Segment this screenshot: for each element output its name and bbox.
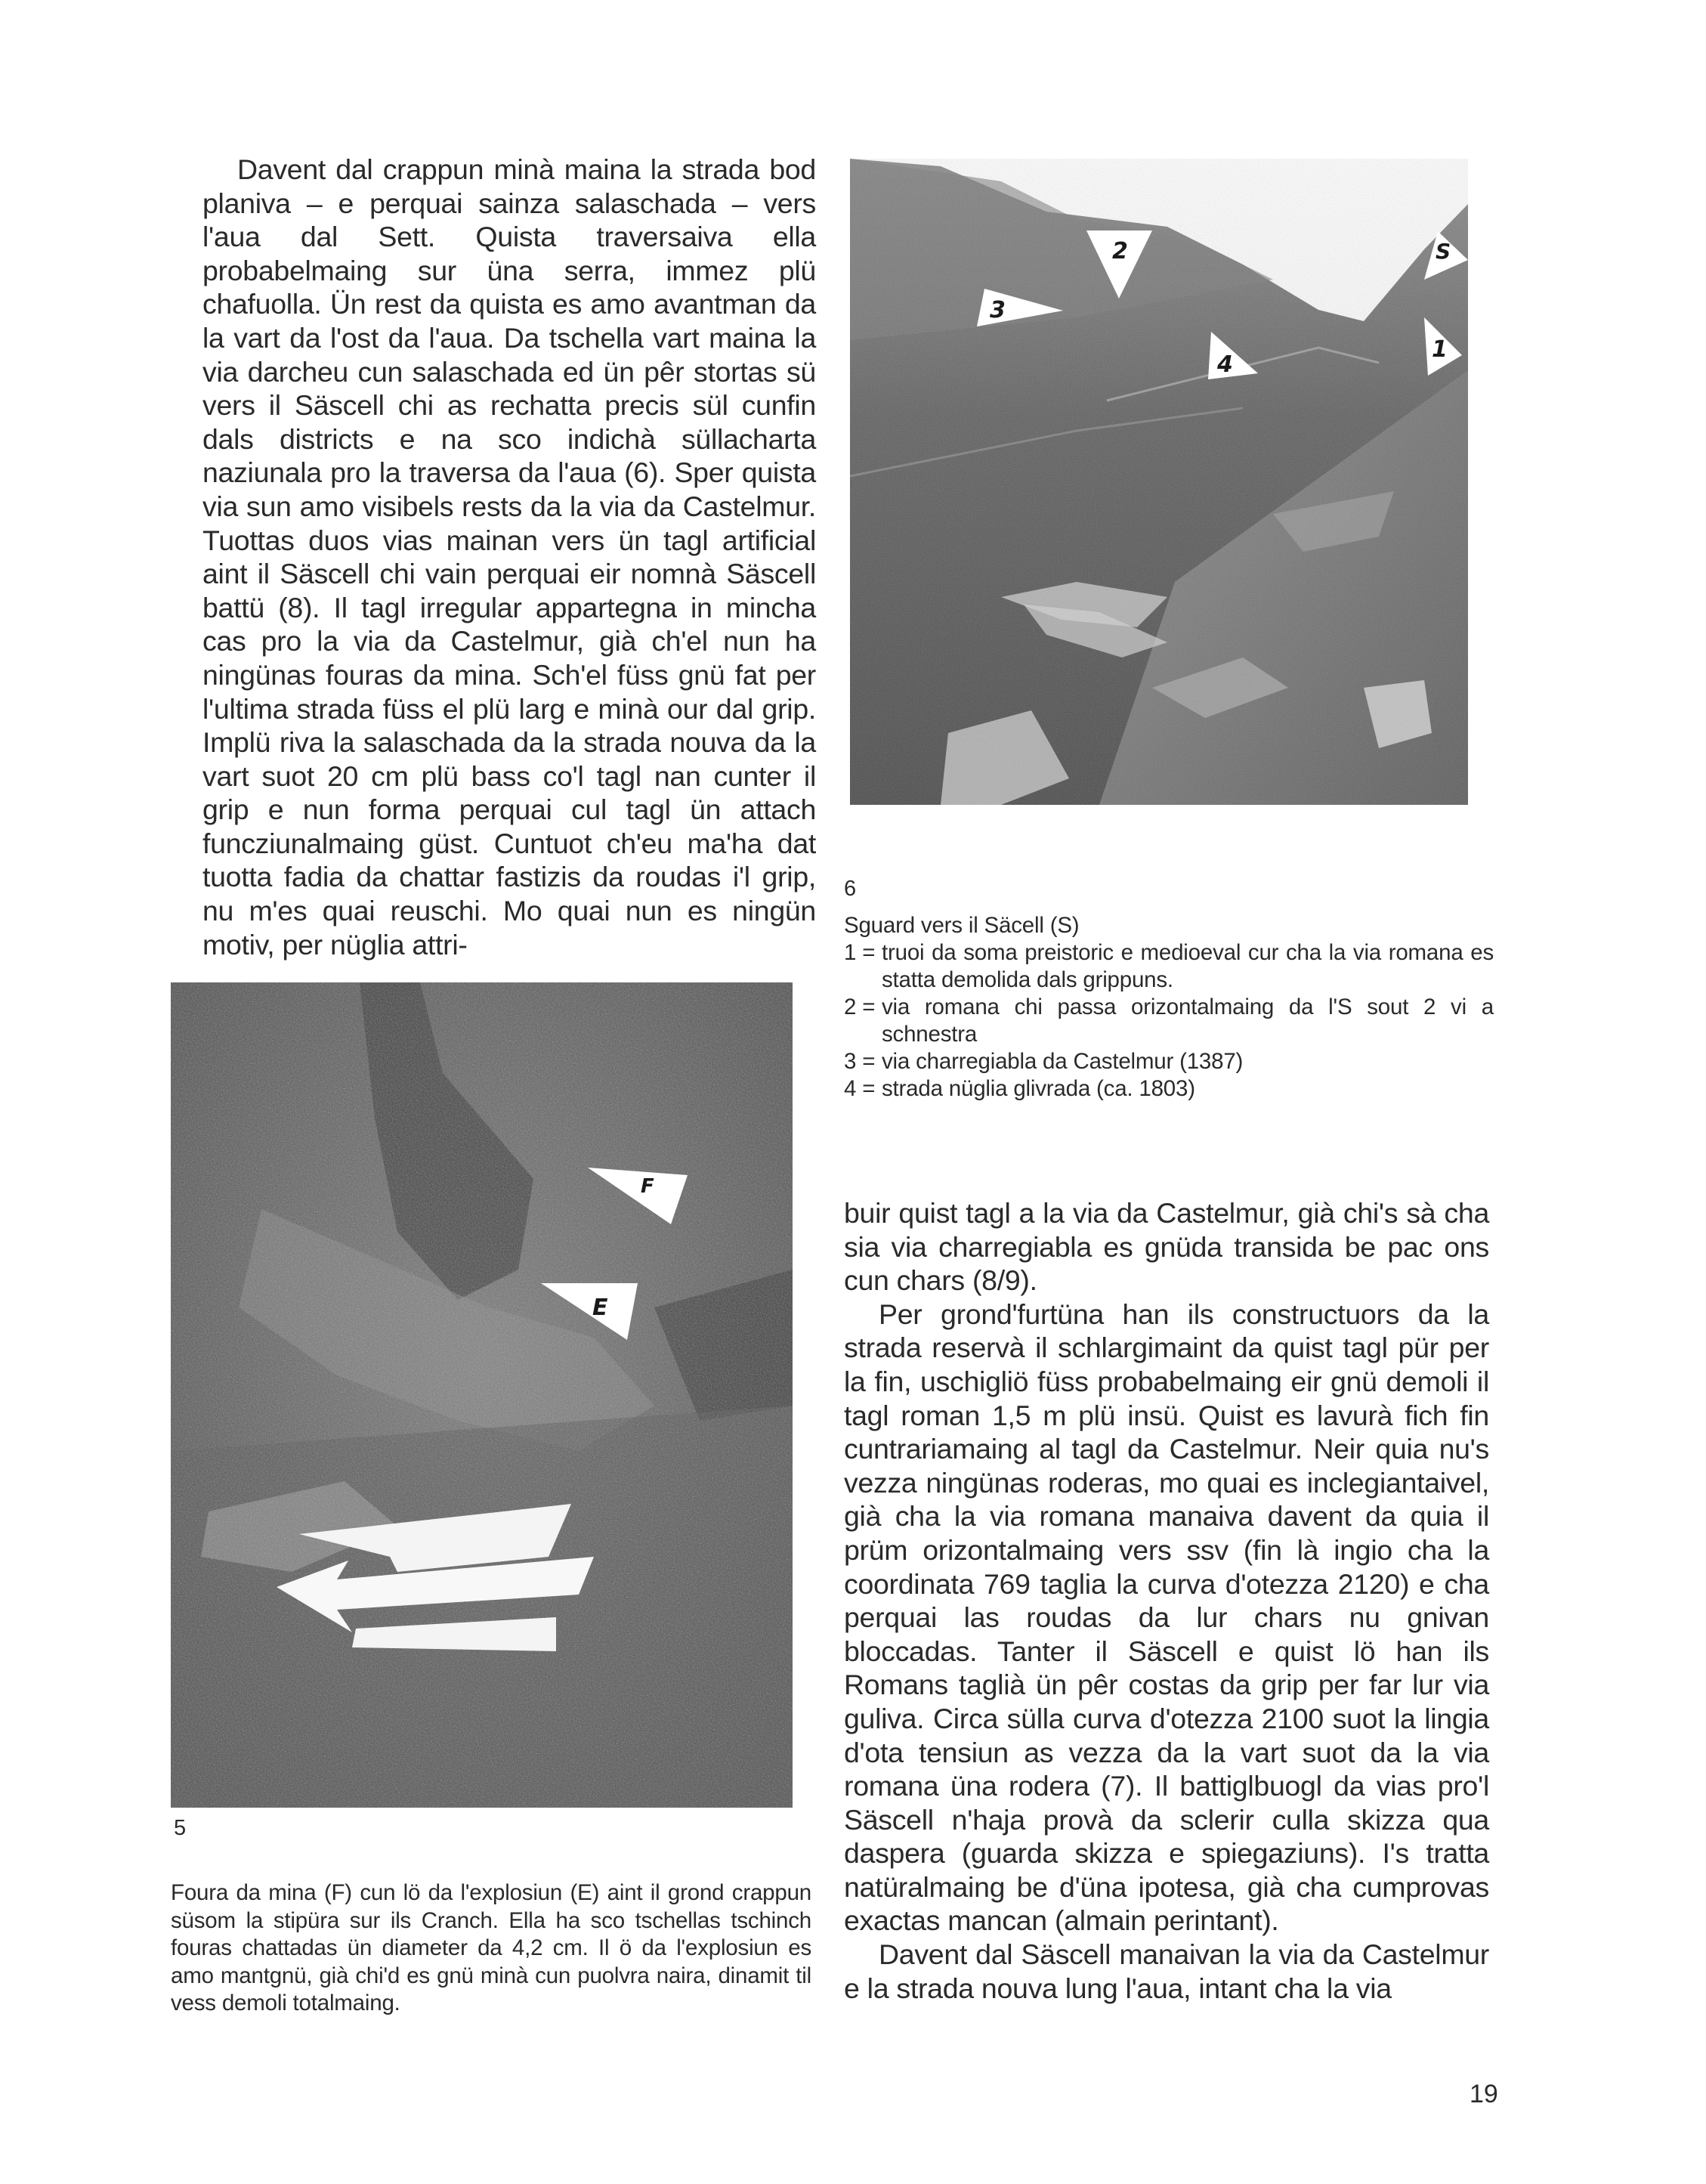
legend-text: strada nüglia glivrada (ca. 1803): [882, 1076, 1195, 1101]
figure-6-caption: [844, 912, 1494, 1103]
svg-text:S: S: [1436, 239, 1451, 264]
svg-text:4: 4: [1217, 351, 1233, 378]
legend-text: via romana chi passa orizontalmaing da l'S sout 2 vi a schnestra: [882, 995, 1494, 1047]
legend-text: via charregiabla da Castelmur (1387): [882, 1049, 1244, 1074]
paragraph: Davent dal Säscell manaivan la via da Castelmur e la strada nouva lung l'aua, intant cha la via: [844, 1938, 1489, 2004]
legend-item: [844, 994, 1494, 1048]
valley-photo: [850, 159, 1468, 805]
figure-5-number: 5: [174, 1816, 187, 1840]
page-number: 19: [1470, 2080, 1498, 2108]
figure-6-number: 6: [844, 877, 857, 901]
legend-key: 1 =: [844, 940, 876, 965]
legend-key: 4 =: [844, 1076, 876, 1101]
rock-photo: [171, 982, 793, 1808]
caption-title: Sguard vers il Säcell (S): [844, 913, 1080, 938]
svg-text:1: 1: [1432, 336, 1448, 363]
legend-item: [844, 939, 1494, 994]
legend-item: [844, 1048, 1494, 1075]
legend-key: 2 =: [844, 995, 876, 1019]
legend-item: [844, 1075, 1494, 1103]
figure-6-photo: [850, 159, 1468, 805]
figure-5-photo: [171, 982, 793, 1808]
right-column-text: [844, 1196, 1489, 2005]
legend-text: truoi da soma preistoric e medioeval cur cha la via romana es statta demolida dals grippuns.: [882, 940, 1494, 992]
paragraph: Davent dal crappun minà maina la strada bod planiva – e perquai sainza salaschada – vers l'aua dal Sett. Quista traversaiva ella probabelmaing sur üna serra, immez plü chafuolla. Ün rest da quista es amo avantman da la vart da l'ost da l'aua. Da tschella vart maina la via darcheu cun salaschada ed ün pêr stortas sü vers il Säscell chi as rechatta precis sül cunfin dals districts e na sco indichà süllacharta naziunala pro la traversa da l'aua (6). Sper quista via sun amo visibels rests da la via da Castelmur. Tuottas duos vias mainan vers ün tagl artificial aint il Säscell chi vain perquai eir nomnà Säscell battü (8). Il tagl irregular appartegna in mincha cas pro la via da Castelmur, già ch'el nun ha ningünas fouras da mina. Sch'el füss gnü fat per l'ultima strada füss el plü larg e minà our dal grip. Implü riva la salaschada da la strada nouva da la vart suot 20 cm plü bass co'l tagl nan cunter il grip e nun forma perquai cul tagl ün attach funcziunalmaing güst. Cuntuot ch'eu ma'ha dat tuotta fadia da chattar fastizis da roudas i'l grip, nu m'es quai reuschi. Mo quai nun es ningün motiv, per nüglia attri-: [202, 153, 816, 961]
left-column-text: [202, 153, 816, 961]
paragraph: Per grond'furtüna han ils constructuors da la strada reservà il schlargimaint da quist tagl pür per la fin, uschigliö füss probabelmaing eir gnü demoli il tagl roman 1,5 m plü insü. Quist es lavurà fich fin cuntrariamaing al tagl da Castelmur. Neir quia nu's vezza ningünas roderas, mo quai es inclegiantaivel, già cha la via romana manaiva davent da quia il prüm orizontalmaing vers ssv (fin là ingio cha la coordinata 769 taglia la curva d'otezza 2120) e cha perquai las roudas da lur chars nu gnivan bloccadas. Tanter il Säscell e quist lö han ils Romans taglià ün pêr costas da grip per far lur via guliva. Circa sülla curva d'otezza 2100 suot la lingia d'ota tensiun as vezza da la vart suot da la via romana üna rodera (7). Il battiglbuogl da vias pro'l Säscell n'haja provà da sclerir culla skizza qua daspera (guarda skizza e spiegaziuns). I's tratta natüralmaing be d'üna ipotesa, già cha cumprovas exactas mancan (almain perintant).: [844, 1298, 1489, 1937]
legend-key: 3 =: [844, 1049, 876, 1074]
svg-text:3: 3: [990, 297, 1006, 323]
svg-text:F: F: [641, 1175, 654, 1198]
svg-text:2: 2: [1112, 238, 1128, 264]
svg-text:E: E: [592, 1295, 608, 1321]
paragraph: buir quist tagl a la via da Castelmur, già chi's sà cha sia via charregiabla es gnüda transida be pac ons cun chars (8/9).: [844, 1197, 1489, 1297]
figure-5-caption: Foura da mina (F) cun lö da l'explosiun (E) aint il grond crappun süsom la stipüra sur ils Cranch. Ella ha sco tschellas tschinch fouras chattadas ün diameter da 4,2 cm. Il ö da l'explosiun es amo mantgnü, già chi'd es gnü minà cun puolvra naira, dinamit til vess demoli totalmaing.: [171, 1880, 811, 2015]
